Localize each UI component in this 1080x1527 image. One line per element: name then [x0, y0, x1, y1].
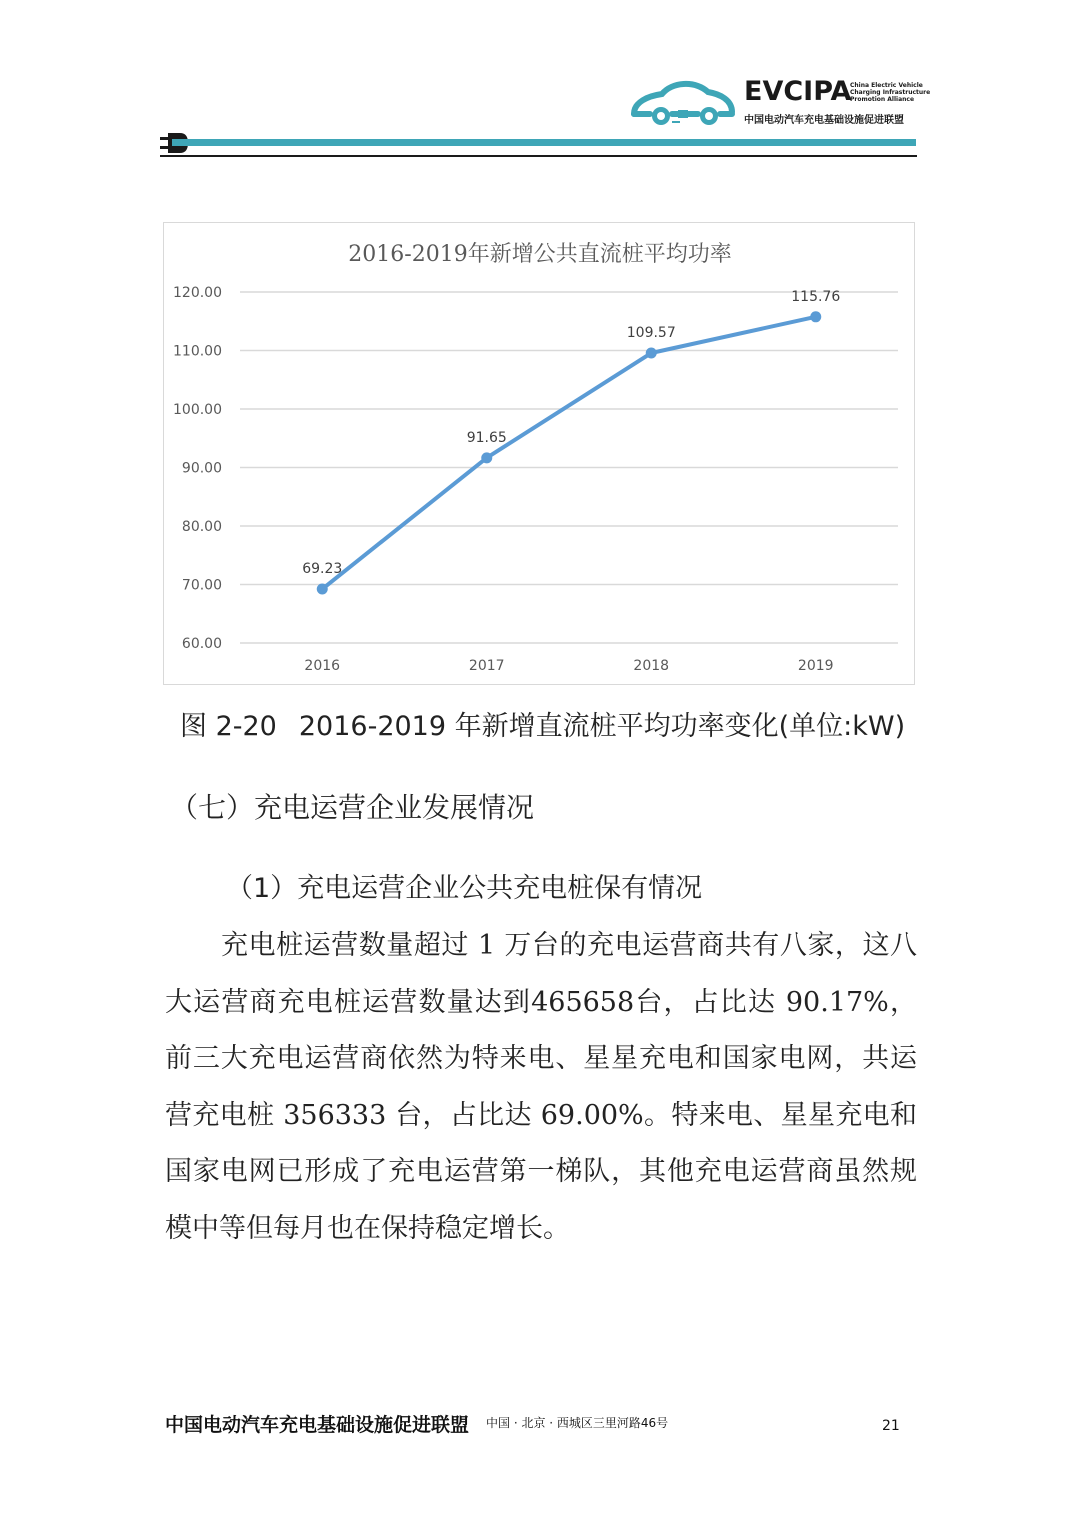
page-number: 21 — [882, 1418, 900, 1434]
data-label: 91.65 — [466, 429, 507, 446]
chart-title: 2016-2019年新增公共直流桩平均功率 — [348, 242, 732, 267]
y-tick-label: 60.00 — [181, 636, 222, 652]
x-tick-label: 2019 — [797, 658, 834, 674]
logo-en-line: China Electric Vehicle — [850, 82, 923, 89]
y-tick-label: 100.00 — [173, 402, 222, 418]
header-divider — [160, 155, 917, 157]
data-label: 109.57 — [626, 325, 676, 342]
data-point — [646, 348, 657, 359]
data-point — [317, 584, 328, 595]
y-tick-label: 70.00 — [181, 577, 222, 594]
logo-chinese-name: 中国电动汽车充电基础设施促进联盟 — [744, 115, 904, 126]
header-accent-bar — [172, 139, 916, 146]
sub-heading: （1）充电运营企业公共充电桩保有情况 — [226, 873, 703, 904]
data-label: 115.76 — [791, 288, 841, 305]
figure-number: 图 2-20 — [180, 711, 277, 742]
footer-organization: 中国电动汽车充电基础设施促进联盟 — [165, 1414, 470, 1436]
data-point — [810, 311, 821, 322]
logo-en-line: Promotion Alliance — [850, 96, 915, 103]
logo-english-name — [850, 82, 931, 103]
figure-caption — [180, 704, 920, 743]
logo-en-line: Charging Infrastructure — [850, 89, 931, 96]
y-tick-label: 90.00 — [181, 460, 222, 477]
footer-address: 中国 · 北京 · 西城区三里河路46号 — [486, 1416, 669, 1430]
chart-canvas — [164, 223, 916, 686]
body-paragraph — [165, 918, 917, 1257]
line-chart — [163, 222, 915, 685]
y-tick-label: 120.00 — [173, 285, 222, 301]
header-logo — [628, 74, 931, 132]
section-heading: （七）充电运营企业发展情况 — [170, 791, 535, 824]
figure-caption-text: 2016-2019 年新增直流桩平均功率变化(单位:kW) — [298, 711, 906, 742]
car-logo-icon — [628, 74, 738, 130]
logo-title: EVCIPA — [744, 76, 852, 107]
y-tick-label: 110.00 — [173, 343, 222, 360]
x-tick-label: 2017 — [468, 658, 505, 674]
x-tick-label: 2016 — [304, 658, 341, 674]
paragraph-text: 充电桩运营数量超过 1 万台的充电运营商共有八家，这八大运营商充电桩运营数量达到465658台，占比达 90.17%，前三大充电运营商依然为特来电、星星充电和国家电网，共运营充电桩 356333 台，占比达 69.00%。特来电、星星充电和国家电网已形成了充电运营第一梯队，其他充电运营商虽然规模中等但每月也在保持稳定增长。 — [165, 930, 917, 1244]
data-point — [481, 452, 492, 463]
series-line — [322, 317, 816, 589]
data-label: 69.23 — [302, 561, 343, 578]
x-tick-label: 2018 — [633, 658, 670, 674]
y-tick-label: 80.00 — [181, 519, 222, 535]
